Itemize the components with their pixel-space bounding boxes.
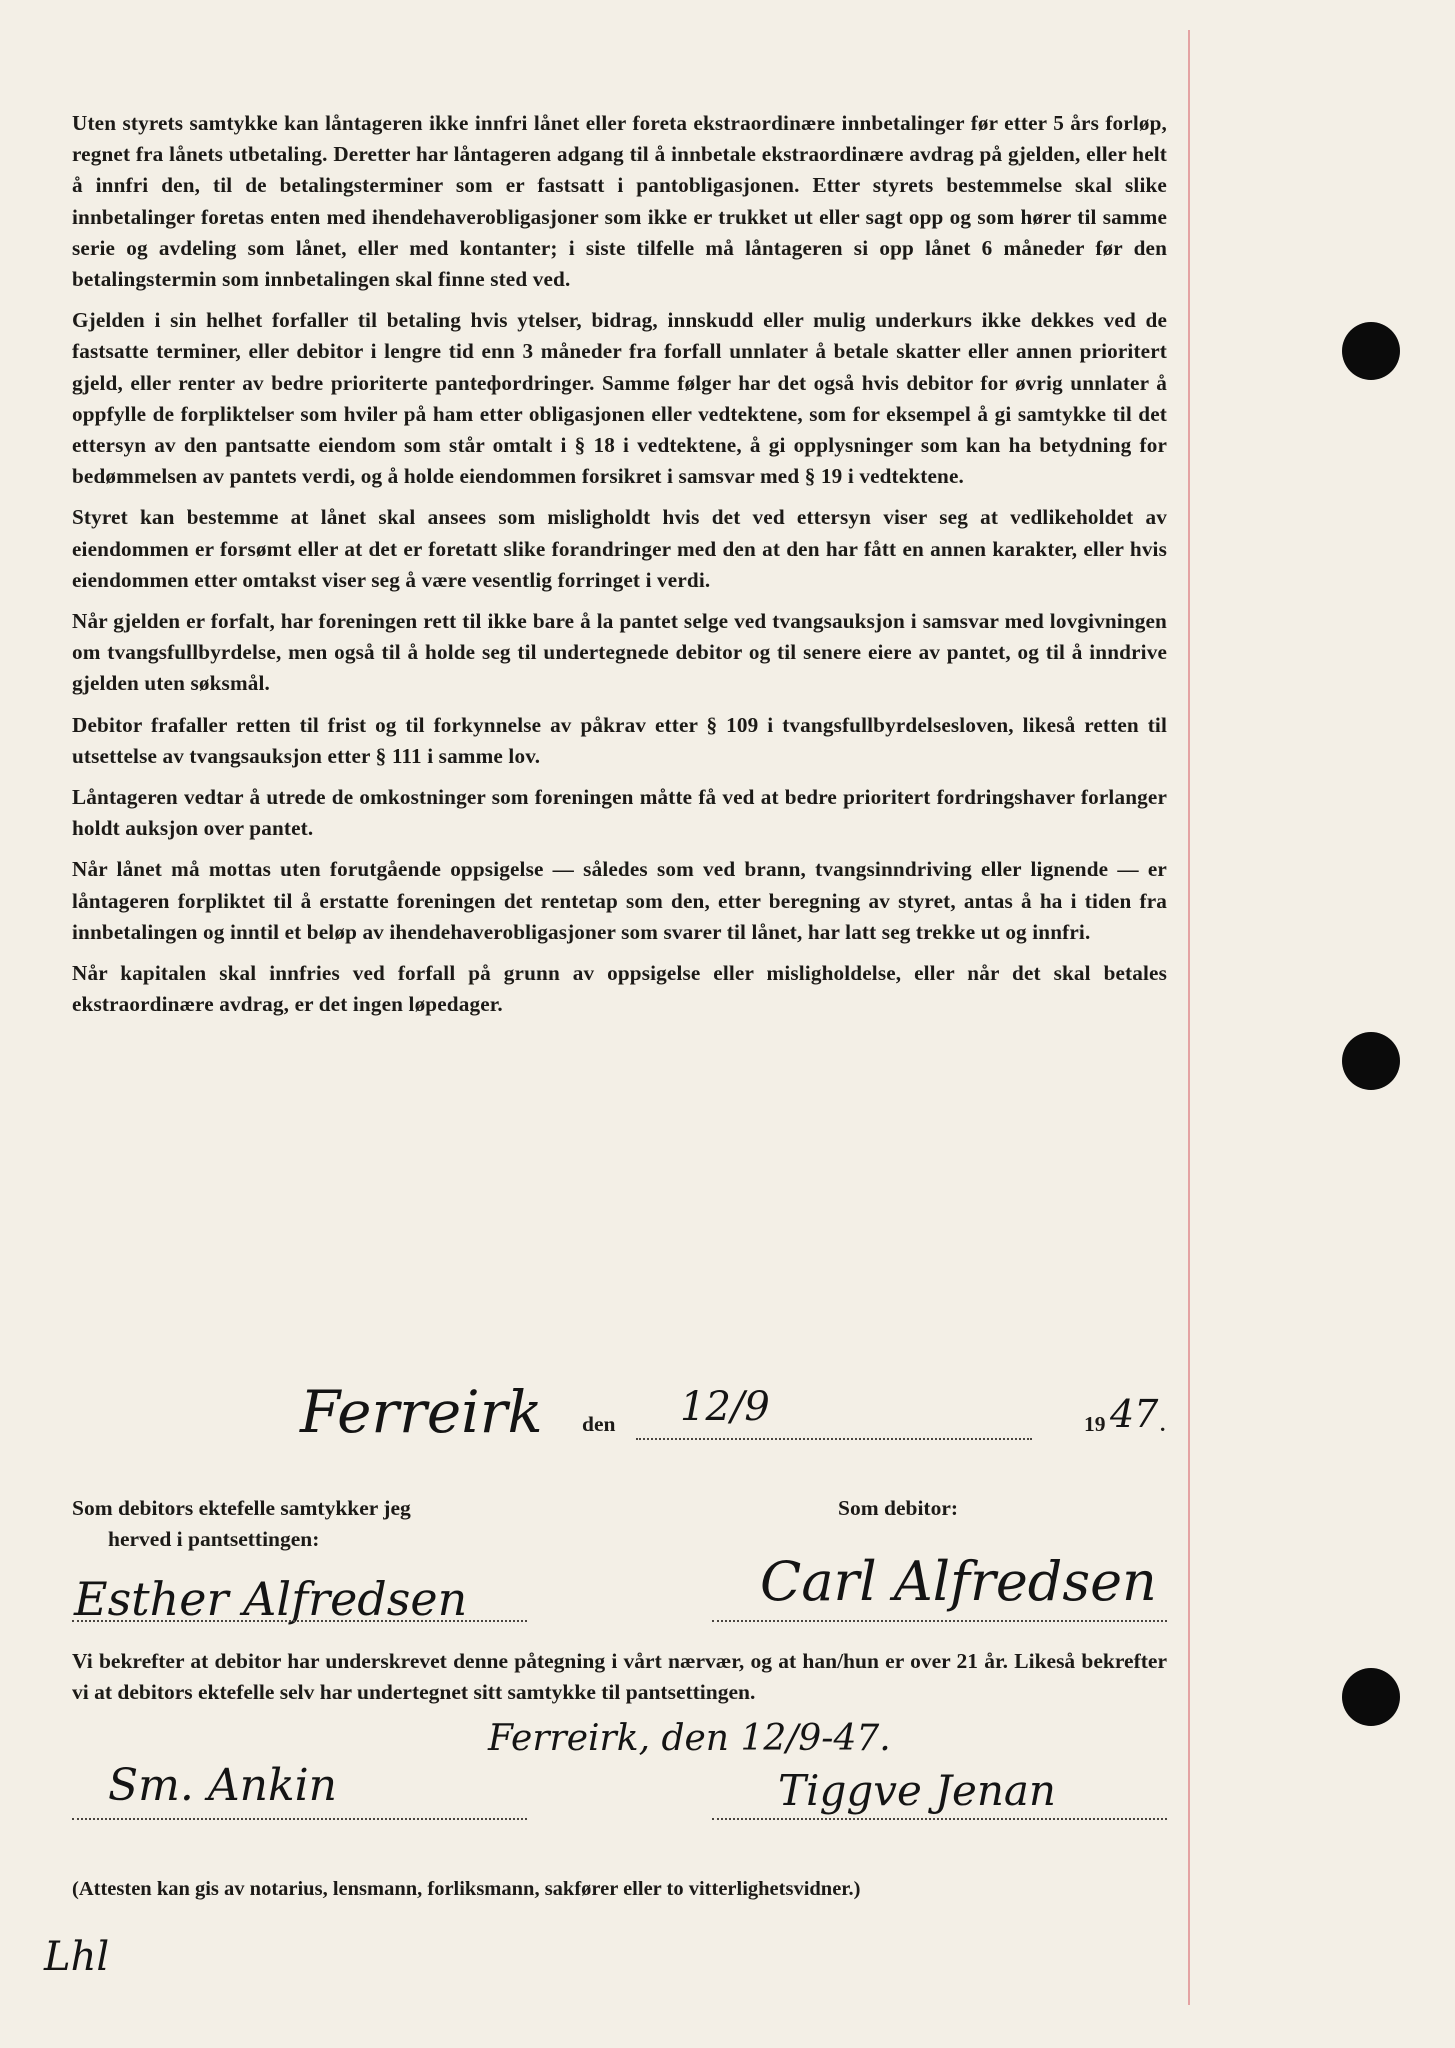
witness-signature-2: Tiggve Jenan <box>778 1766 1056 1815</box>
dateline-place: Ferreirk <box>300 1378 543 1446</box>
dateline-date: 12/9 <box>680 1384 770 1430</box>
debtor-signature: Carl Alfredsen <box>760 1550 1157 1613</box>
witness-place-date: Ferreirk, den 12/9-47. <box>488 1718 891 1759</box>
punch-hole-bottom <box>1342 1668 1400 1726</box>
paragraph: Når kapitalen skal innfries ved forfall på grunn av oppsigelse eller misligholdelse, eller når det skal betales ekstraordinære avdrag, er det ingen løpedager. <box>72 961 1167 1017</box>
terms-text <box>72 108 1167 1030</box>
paragraph: Når gjelden er forfalt, har foreningen rett til ikke bare å la pantet selge ved tvangsauksjon i samsvar med lovgivningen om tvangsfullbyrdelse, men også til å holde seg til undertegnede debitor og til senere eiere av pantet, og til å inndrive gjelden uten søksmål. <box>72 609 1167 696</box>
dateline-den: den <box>582 1412 616 1436</box>
witness-line-1 <box>72 1818 527 1820</box>
spouse-signature-line <box>72 1620 527 1622</box>
dateline-rule <box>636 1438 1032 1440</box>
spouse-signature: Esther Alfredsen <box>74 1572 468 1626</box>
punch-hole-top <box>1342 322 1400 380</box>
attestation-footnote: (Attesten kan gis av notarius, lensmann, forliksmann, sakfører eller to vitterlighetsvidner.) <box>72 1878 861 1900</box>
dateline-year: 47 <box>1110 1392 1159 1436</box>
paragraph: Gjelden i sin helhet forfaller til betaling hvis ytelser, bidrag, innskudd eller mulig underkurs ikke dekkes ved de fastsatte terminer, eller debitor i lengre tid enn 3 måneder fra forfall unnlater å betale skatter eller annen prioritert gjeld, eller renter av bedre prioriterte panteфordringer. Samme følger har det også hvis debitor for øvrig unnlater å oppfylle de forpliktelser som hviler på ham etter obligasjonen eller vedtektene, som for eksempel å gi samtykke til det ettersyn av den pantsatte eiendom som står omtalt i § 18 i vedtektene, å gi opplysninger som kan ha betydning for bedømmelsen av pantets verdi, og å holde eiendommen forsikret i samsvar med § 19 i vedtektene. <box>72 308 1167 489</box>
witness-signature-1: Sm. Ankin <box>108 1760 338 1811</box>
punch-hole-middle <box>1342 1032 1400 1090</box>
attestation-text: Vi bekrefter at debitor har underskrevet denne påtegning i vårt nærvær, og at han/hun er over 21 år. Likeså bekrefter vi at debitors ektefelle selv har undertegnet sitt samtykke til pantsettingen. <box>72 1649 1167 1704</box>
paragraph: Styret kan bestemme at lånet skal ansees som misligholdt hvis det ved ettersyn viser seg at vedlikeholdet av eiendommen er forsømt eller at det er foretatt slike forandringer med den at den har fått en annen karakter, eller hvis eiendommen etter omtakst viser seg å være vesentlig forringet i verdi. <box>72 505 1167 592</box>
debtor-signature-line <box>712 1620 1167 1622</box>
debtor-label: Som debitor: <box>838 1496 959 1520</box>
spouse-label-line2: herved i pantsettingen: <box>108 1527 320 1551</box>
paragraph: Debitor frafaller retten til frist og til forkynnelse av påkrav etter § 109 i tvangsfullbyrdelsesloven, likeså retten til utsettelse av tvangsauksjon etter § 111 i samme lov. <box>72 712 1167 768</box>
margin-rule <box>1188 30 1190 2005</box>
dateline-year-prefix: 19 <box>1084 1412 1106 1436</box>
paragraph: Låntageren vedtar å utrede de omkostninger som foreningen måtte få ved at bedre prioritert fordringshaver forlanger holdt auksjon over pantet. <box>72 785 1167 841</box>
paragraph: Når lånet må mottas uten forutgående oppsigelse — således som ved brann, tvangsinndriving eller lignende — er låntageren forpliktet til å erstatte foreningen det rentetap som den, etter beregning av styret, antas å ha i tiden fra innbetalingen og inntil et beløp av ihendehaverobligasjoner som svarer til lånet, har latt seg trekke ut og innfri. <box>72 857 1167 944</box>
witness-line-2 <box>712 1818 1167 1820</box>
dateline-period: . <box>1160 1412 1166 1436</box>
paragraph: Uten styrets samtykke kan låntageren ikke innfri lånet eller foreta ekstraordinære innbetalinger før etter 5 års forløp, regnet fra lånets utbetaling. Deretter har låntageren adgang til å innbetale ekstraordinære avdrag på gjelden, eller helt å innfri den, til de betalingsterminer som er fastsatt i pantobligasjonen. Etter styrets bestemmelse skal slike innbetalinger foretas enten med ihendehaverobligasjoner som ikke er trukket ut eller sagt opp og som hører til samme serie og avdeling som lånet, eller med kontanter; i siste tilfelle må låntageren si opp lånet 6 måneder før den betalingstermin som innbetalingen skal finne sted ved. <box>72 111 1167 292</box>
margin-initials: Lhl <box>44 1934 110 1980</box>
spouse-label-line1: Som debitors ektefelle samtykker jeg <box>72 1496 411 1520</box>
